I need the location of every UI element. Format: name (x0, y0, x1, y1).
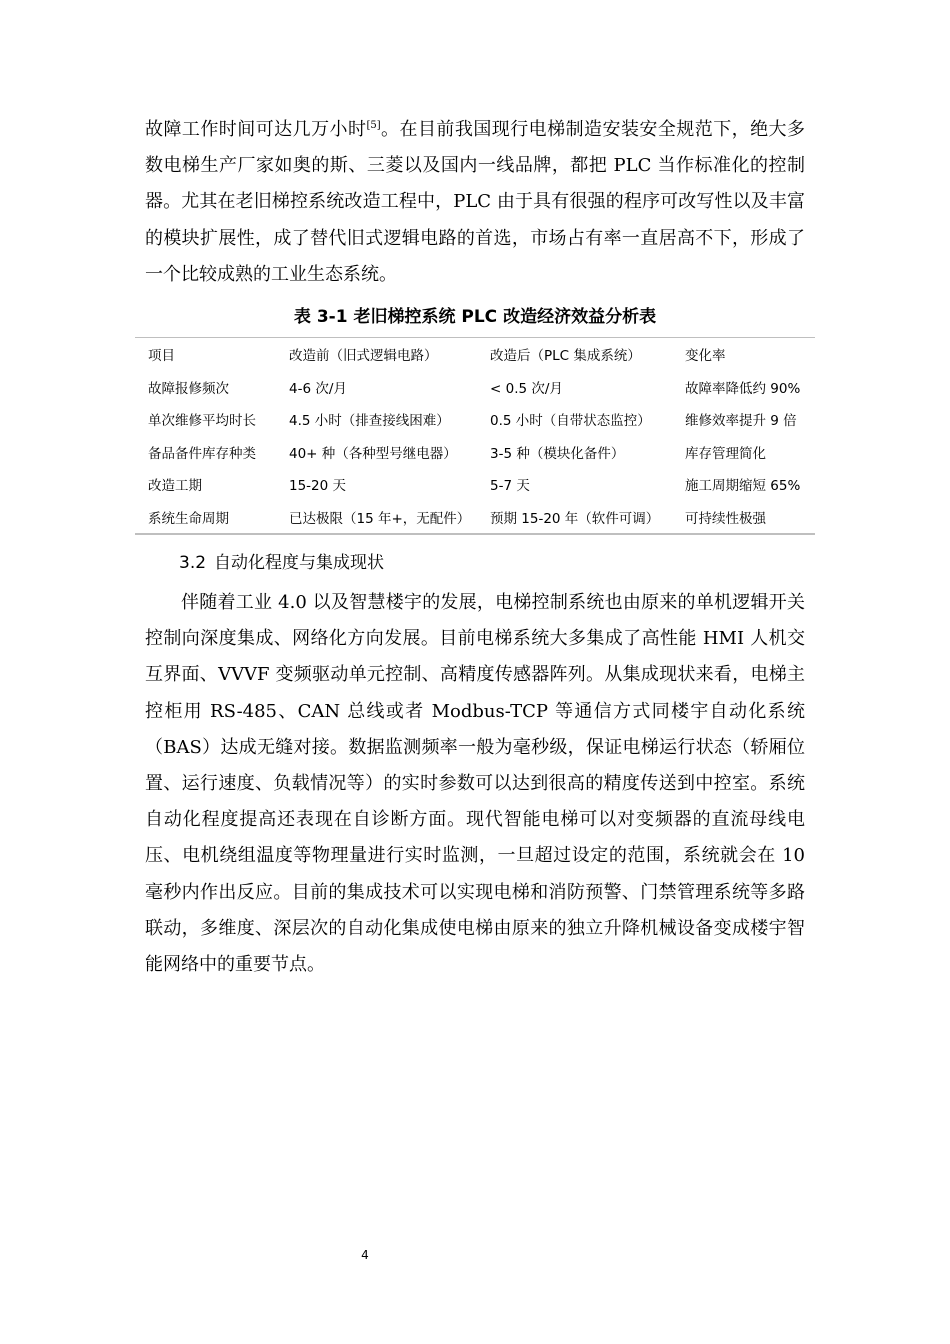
table-cell: 系统生命周期 (148, 510, 229, 527)
page-number: 4 (361, 1248, 369, 1262)
table-row (135, 436, 815, 469)
table-cell: 5-7 天 (490, 478, 530, 495)
table-row (135, 371, 815, 404)
citation-reference: [5] (366, 120, 381, 131)
paragraph-text-continued: 。在目前我国现行电梯制造安装安全规范下，绝大多数电梯生产厂家如奥的斯、三菱以及国内一线品牌，都把 PLC 当作标准化的控制器。尤其在老旧梯控系统改造工程中，PLC 由于具有很强的程序可改写性以及丰富的模块扩展性，成了替代旧式逻辑电路的首选，市场占有率一直居高不下，形成了一个比较成熟的工业生态系统。 (145, 119, 806, 285)
table-row (135, 501, 815, 535)
table-caption: 表 3-1 老旧梯控系统 PLC 改造经济效益分析表 (293, 307, 657, 327)
table-cell: 施工周期缩短 65% (685, 478, 801, 495)
table-cell: 单次维修平均时长 (148, 413, 256, 430)
table-cell: < 0.5 次/月 (490, 380, 563, 397)
table-cell: 4-6 次/月 (289, 380, 347, 397)
paragraph-text: 故障工作时间可达几万小时 (145, 119, 367, 140)
table-cell: 3-5 种（模块化备件） (490, 445, 625, 462)
table-cell: 可持续性极强 (685, 510, 766, 527)
table-cell: 故障率降低约 90% (685, 380, 801, 397)
economic-benefit-table (135, 337, 815, 535)
table-row (135, 403, 815, 436)
table-cell: 0.5 小时（自带状态监控） (490, 413, 651, 430)
intro-paragraph (145, 112, 805, 293)
header-before: 改造前（旧式逻辑电路） (289, 348, 438, 365)
table-cell: 故障报修频次 (148, 380, 229, 397)
table-cell: 15-20 天 (289, 478, 347, 495)
section-number: 3.2 (179, 553, 207, 573)
table-cell: 40+ 种（各种型号继电器） (289, 445, 457, 462)
table-cell: 4.5 小时（排查接线困难） (289, 413, 450, 430)
header-change-rate: 变化率 (685, 348, 726, 365)
header-item: 项目 (148, 348, 175, 365)
table-cell: 预期 15-20 年（软件可调） (490, 510, 660, 527)
section-heading (179, 548, 384, 573)
section-title: 自动化程度与集成现状 (214, 553, 385, 573)
table-row (135, 468, 815, 501)
header-after: 改造后（PLC 集成系统） (490, 348, 641, 365)
table-header-row (135, 338, 815, 371)
table-cell: 库存管理简化 (685, 445, 766, 462)
table-cell: 已达极限（15 年+，无配件） (289, 510, 471, 527)
table-cell: 维修效率提升 9 倍 (685, 413, 797, 430)
table-cell: 备品备件库存种类 (148, 445, 256, 462)
section-paragraph: 伴随着工业 4.0 以及智慧楼宇的发展，电梯控制系统也由原来的单机逻辑开关控制向深度集成、网络化方向发展。目前电梯系统大多集成了高性能 HMI 人机交互界面、VVVF 变频驱动单元控制、高精度传感器阵列。从集成现状来看，电梯主控柜用 RS-485、CAN 总线或者 Modbus-TCP 等通信方式同楼宇自动化系统（BAS）达成无缝对接。数据监测频率一般为毫秒级，保证电梯运行状态（轿厢位置、运行速度、负载情况等）的实时参数可以达到很高的精度传送到中控室。系统自动化程度提高还表现在自诊断方面。现代智能电梯可以对变频器的直流母线电压、电机绕组温度等物理量进行实时监测，一旦超过设定的范围，系统就会在 10 毫秒内作出反应。目前的集成技术可以实现电梯和消防预警、门禁管理系统等多路联动，多维度、深层次的自动化集成使电梯由原来的独立升降机械设备变成楼宇智能网络中的重要节点。 (145, 592, 805, 976)
table-cell: 改造工期 (148, 478, 202, 495)
